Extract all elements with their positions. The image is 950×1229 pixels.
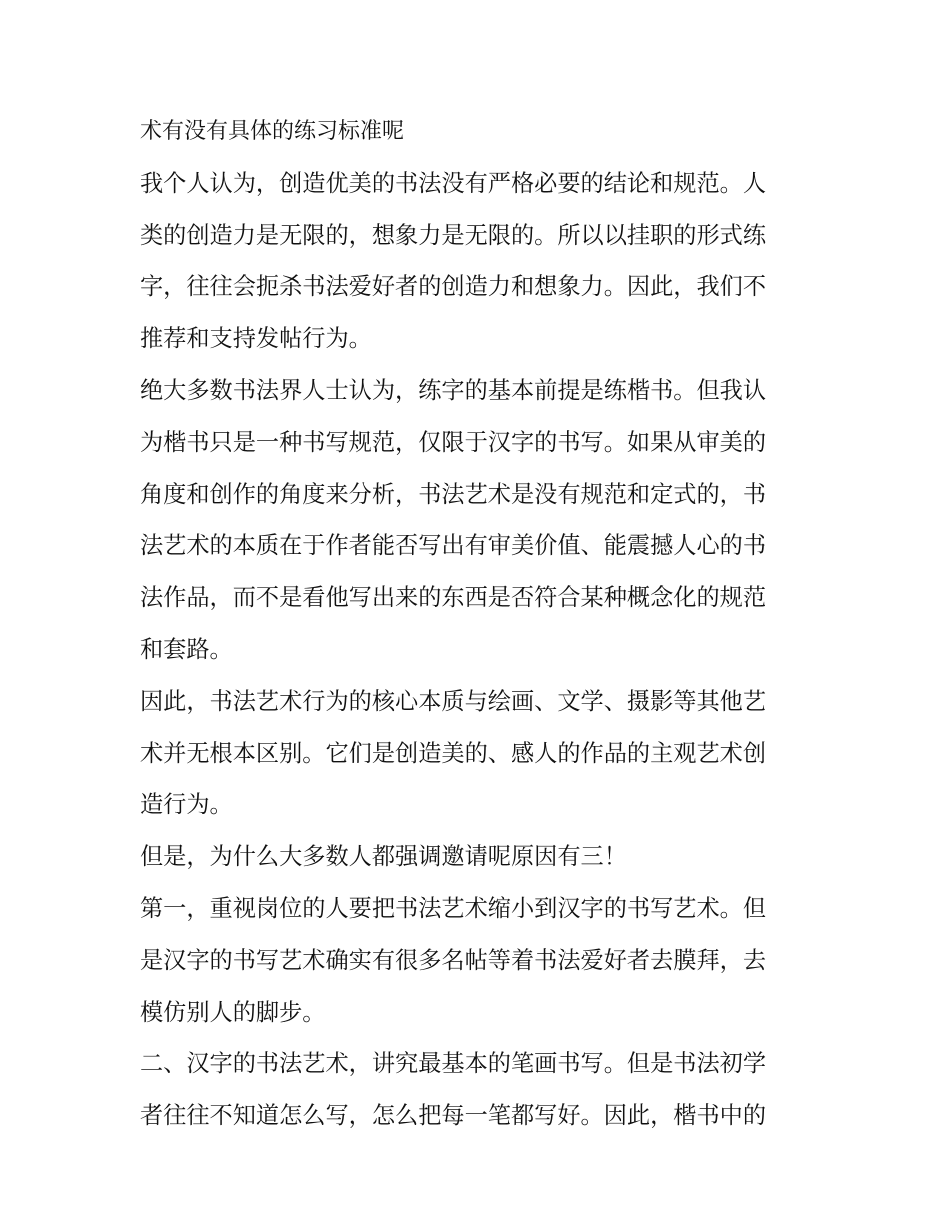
document-heading: 术有没有具体的练习标准呢 [140,119,405,144]
text-line: 为楷书只是一种书写规范，仅限于汉字的书写。如果从审美的 [140,428,767,456]
text-line: 字，往往会扼杀书法爱好者的创造力和想象力。因此，我们不 [140,273,767,301]
text-line: 推荐和支持发帖行为。 [140,325,372,353]
text-line: 是汉字的书写艺术确实有很多名帖等着书法爱好者去膜拜，去 [140,946,767,974]
document-page [140,106,820,1142]
text-line: 类的创造力是无限的，想象力是无限的。所以以挂职的形式练 [140,221,767,249]
text-line: 角度和创作的角度来分析，书法艺术是没有规范和定式的，书 [140,480,767,508]
text-line: 和套路。 [140,635,233,663]
text-line: 法作品，而不是看他写出来的东西是否符合某种概念化的规范 [140,584,767,612]
text-line: 第一，重视岗位的人要把书法艺术缩小到汉字的书写艺术。但 [140,894,767,922]
text-line: 但是，为什么大多数人都强调邀请呢原因有三！ [140,843,627,871]
text-line: 我个人认为，创造优美的书法没有严格必要的结论和规范。人 [140,169,767,197]
text-line: 术并无根本区别。它们是创造美的、感人的作品的主观艺术创 [140,739,767,767]
text-line: 绝大多数书法界人士认为，练字的基本前提是练楷书。但我认 [140,376,767,404]
text-line: 法艺术的本质在于作者能否写出有审美价值、能震撼人心的书 [140,532,767,560]
text-line: 造行为。 [140,791,233,819]
text-line: 二、汉字的书法艺术，讲究最基本的笔画书写。但是书法初学 [140,1050,767,1078]
text-line: 因此，书法艺术行为的核心本质与绘画、文学、摄影等其他艺 [140,687,767,715]
text-line: 者往往不知道怎么写，怎么把每一笔都写好。因此，楷书中的 [140,1102,767,1130]
text-line: 模仿别人的脚步。 [140,998,326,1026]
